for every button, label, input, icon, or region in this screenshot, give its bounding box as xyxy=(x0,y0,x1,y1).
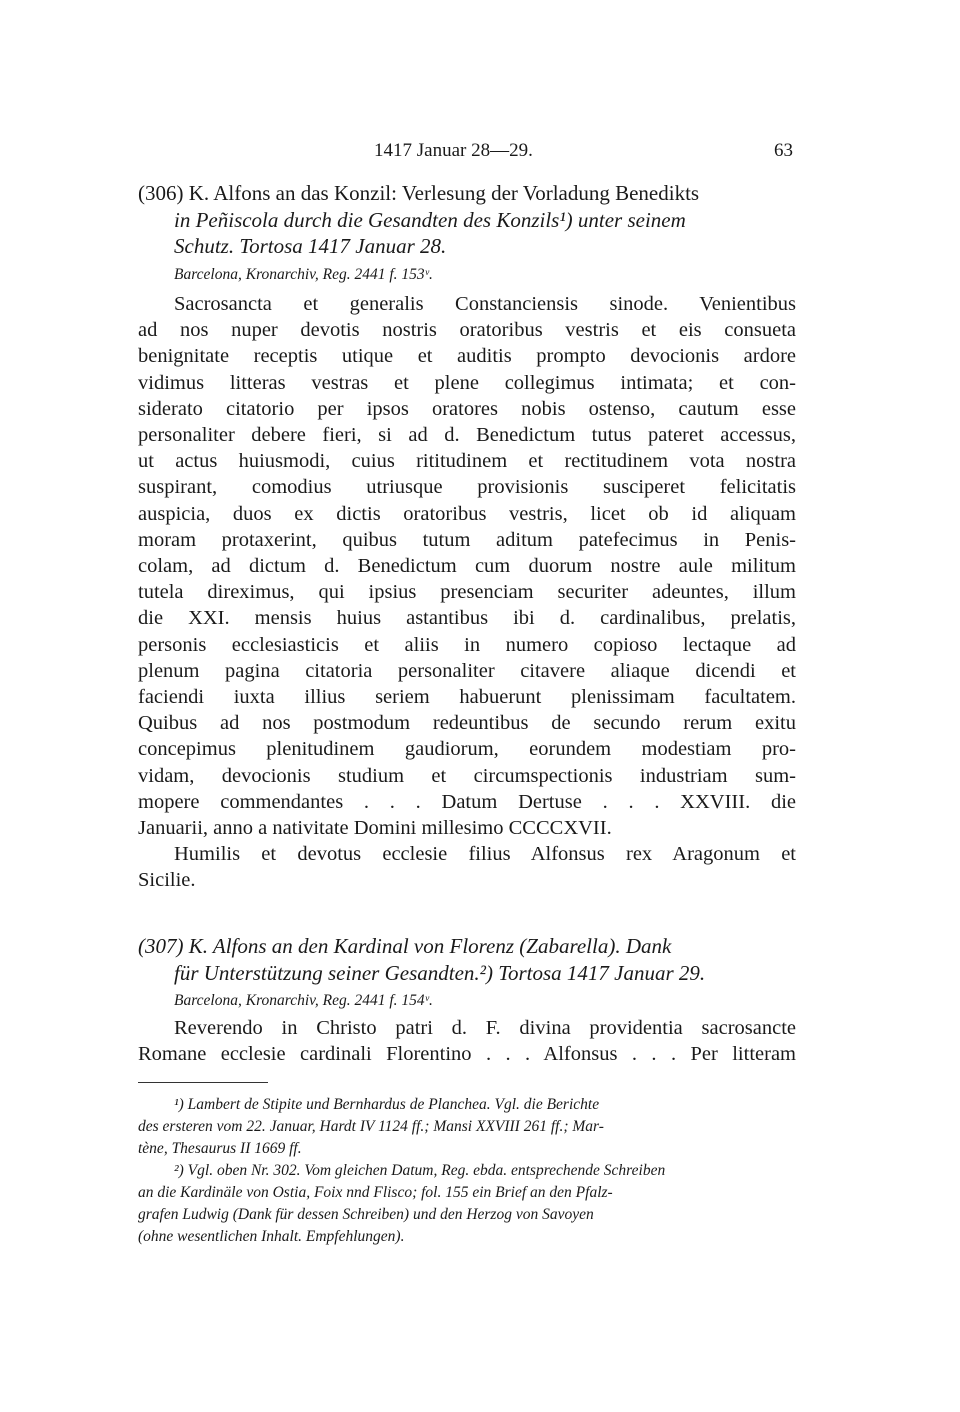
text-line: ad nos nuper devotis nostris oratoribus vestris et eis consueta xyxy=(138,319,796,342)
footnote-2 xyxy=(138,1160,796,1248)
text-line: Sacrosancta et generalis Constanciensis sinode. Venientibus xyxy=(174,293,796,315)
doc307-heading-line: (307) K. Alfons an den Kardinal von Florenz (Zabarella). Dank xyxy=(138,934,672,958)
text-line: Quibus ad nos postmodum redeuntibus de secundo rerum exitu xyxy=(138,712,796,735)
footnote-line: grafen Ludwig (Dank für dessen Schreiben) und den Herzog von Savoyen xyxy=(138,1206,594,1223)
text-line: faciendi iuxta illius seriem habuerunt plenissimam facultatem. xyxy=(138,686,796,709)
text-line: moram protaxerint, quibus tutum aditum patefecimus in Penis- xyxy=(138,528,796,551)
doc306-heading xyxy=(138,180,796,260)
text-line: die XXI. mensis huius astantibus ibi d. cardinalibus, prelatis, xyxy=(138,607,796,630)
text-line: personis ecclesiasticis et aliis in numero copioso lectaque ad xyxy=(138,633,796,656)
footnote-line: des ersteren vom 22. Januar, Hardt IV 1124 ff.; Mansi XXVIII 261 ff.; Mar- xyxy=(138,1118,604,1135)
footnote-line: an die Kardinäle von Ostia, Foix nnd Flisco; fol. 155 ein Brief an den Pfalz- xyxy=(138,1184,613,1201)
doc306-heading-line: (306) K. Alfons an das Konzil: Verlesung der Vorladung Benedikts xyxy=(138,181,700,205)
text-line: vidimus litteras vestras et plene collegimus intimata; et con- xyxy=(138,371,796,394)
footnote-line: ²) Vgl. oben Nr. 302. Vom gleichen Datum, Reg. ebda. entsprechende Schreiben xyxy=(174,1162,666,1179)
text-line: ut actus huiusmodi, cuius rititudinem et rectitudinem vota nostra xyxy=(138,450,796,473)
doc306-heading-line: in Peñiscola durch die Gesandten des Konzils¹) unter seinem xyxy=(174,207,686,232)
running-head-title: 1417 Januar 28—29. xyxy=(374,140,533,161)
text-line: siderato citatorio per ipsos oratores nobis ostenso, cautum esse xyxy=(138,397,796,420)
text-line: benignitate receptis utique et auditis prompto devocionis ardore xyxy=(138,345,796,368)
text-line: colam, ad dictum d. Benedictum cum duorum nostre aule militum xyxy=(138,555,796,578)
text-line: plenum pagina citatoria personaliter citavere aliaque dicendi et xyxy=(138,659,796,682)
doc306-heading-line: Schutz. Tortosa 1417 Januar 28. xyxy=(174,234,447,258)
page-number: 63 xyxy=(774,140,793,161)
footnote-line: (ohne wesentlichen Inhalt. Empfehlungen). xyxy=(138,1228,405,1245)
text-line: mopere commendantes . . . Datum Dertuse . . . XXVIII. die xyxy=(138,790,796,813)
doc307-heading xyxy=(138,933,796,986)
text-line: auspicia, duos ex dictis oratoribus vestris, licet ob id aliquam xyxy=(138,502,796,525)
doc307-text xyxy=(138,1015,796,1067)
doc306-text xyxy=(138,291,796,894)
text-line: Januarii, anno a nativitate Domini millesimo CCCCXVII. xyxy=(138,817,612,840)
footnote-line: ¹) Lambert de Stipite und Bernhardus de Planchea. Vgl. die Berichte xyxy=(174,1096,600,1113)
text-line: vidam, devocionis studium et circumspectionis industriam sum- xyxy=(138,764,796,787)
doc307-source: Barcelona, Kronarchiv, Reg. 2441 f. 154ᵛ. xyxy=(174,992,433,1009)
running-head xyxy=(138,140,793,168)
doc307-heading-line: für Unterstützung seiner Gesandten.²) Tortosa 1417 Januar 29. xyxy=(174,960,706,985)
closing-line: Sicilie. xyxy=(138,869,196,892)
text-line: suspirant, comodius utriusque provisionis susciperet felicitatis xyxy=(138,476,796,499)
doc306-source: Barcelona, Kronarchiv, Reg. 2441 f. 153ᵛ. xyxy=(174,266,433,283)
text-line: personaliter debere fieri, si ad d. Benedictum tutus pateret accessus, xyxy=(138,424,796,447)
text-line: concepimus plenitudinem gaudiorum, eorundem modestiam pro- xyxy=(138,738,796,761)
footnote-line: tène, Thesaurus II 1669 ff. xyxy=(138,1140,302,1157)
text-line: Reverendo in Christo patri d. F. divina providentia sacrosancte xyxy=(174,1017,796,1039)
text-line: tutela direximus, qui ipsius presenciam securiter adeuntes, illum xyxy=(138,581,796,604)
footnote-rule xyxy=(138,1082,268,1083)
footnote-1 xyxy=(138,1094,796,1160)
text-line: Romane ecclesie cardinali Florentino . . . Alfonsus . . . Per litteram xyxy=(138,1043,796,1066)
closing-line: Humilis et devotus ecclesie filius Alfonsus rex Aragonum et xyxy=(174,843,796,866)
